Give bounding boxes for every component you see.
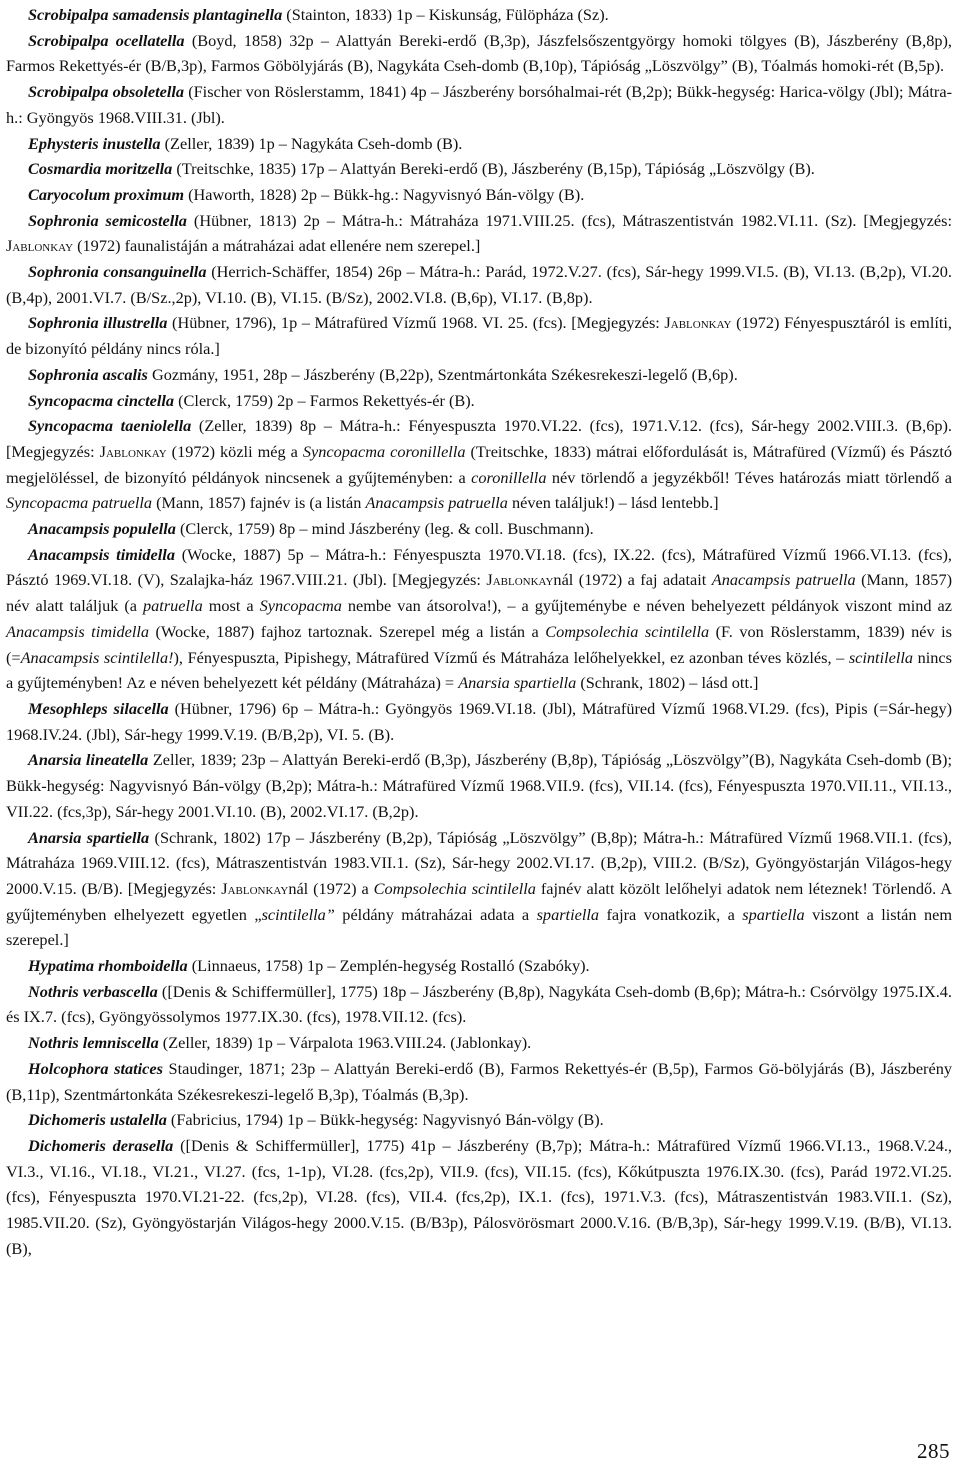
- species-entry: [6, 747, 952, 824]
- species-entry: [6, 413, 952, 516]
- entry-text: (Clerck, 1759) 2p – Farmos Rekettyés-ér (B).: [174, 390, 475, 410]
- entry-text: (1972) közli még a: [166, 441, 303, 461]
- italic-taxon: spartiella: [742, 904, 805, 924]
- entry-text: (Zeller, 1839) 1p – Nagykáta Cseh-domb (B).: [160, 133, 463, 153]
- species-entry: [6, 825, 952, 954]
- entry-text: nembe van átsorolva!), – a gyűjteménybe e néven behelyezett példányok viszont mind az: [341, 596, 952, 616]
- entry-text: (Boyd, 1858) 32p – Alattyán Bereki-erdő (B,3p), Jászfelsőszentgyörgy homoki tölgyes (B), Jászberény (B,8p), Farmos Rekettyés-ér (B/B,3p), Farmos Göbölyjárás (B), Nagykáta Cseh-domb (B,10p), Tápióság „Löszvölgy” (B), Tóalmás homoki-rét (B,5p).: [6, 30, 952, 76]
- author-name: Jablonkay: [99, 441, 167, 461]
- species-name: Scrobipalpa samadensis plantaginella: [28, 5, 283, 24]
- entry-text: nál (1972) a faj adatait: [553, 570, 712, 590]
- species-list: [6, 2, 952, 1261]
- entry-text: Gozmány, 1951, 28p – Jászberény (B,22p), Szentmártonkáta Székesrekeszi-legelő (B,6p).: [147, 364, 738, 384]
- author-name: Jablonkay: [486, 570, 554, 590]
- species-entry: [6, 388, 952, 414]
- author-name: Jablonkay: [221, 878, 289, 898]
- italic-taxon: scintilella: [848, 647, 914, 667]
- species-entry: [6, 208, 952, 259]
- species-entry: [6, 1030, 952, 1056]
- italic-taxon: patruella: [143, 596, 203, 616]
- italic-taxon: Anacampsis patruella: [365, 493, 508, 513]
- species-name: Nothris lemniscella: [28, 1033, 159, 1053]
- species-entry: [6, 79, 952, 130]
- italic-taxon: Anacampsis scintilella!: [20, 647, 174, 667]
- species-name: Holcophora statices: [28, 1058, 163, 1078]
- entry-text: (Treitschke, 1833) mátrai előfordulását is, Mátrafüred (Vízmű) és Pásztó megjelöléssel, de bizonyító példányok nincsenek a gyűjteményben: a: [6, 441, 952, 487]
- entry-text: (1972) Fényespusztáról is említi, de bizonyító példány nincs róla.]: [6, 313, 952, 359]
- species-entry: [6, 1133, 952, 1262]
- species-name: Anarsia lineatella: [28, 750, 149, 770]
- author-name: Jablonkay: [664, 313, 732, 333]
- entry-text: (Stainton, 1833) 1p – Kiskunság, Fülöpháza (Sz).: [282, 5, 609, 24]
- entry-text: most a: [202, 596, 260, 616]
- italic-taxon: Compsolechia scintilella: [545, 621, 710, 641]
- entry-text: (Fabricius, 1794) 1p – Bükk-hegység: Nagyvisnyó Bán-völgy (B).: [166, 1110, 604, 1130]
- entry-text: fajra vonatkozik, a: [599, 904, 743, 924]
- entry-text: ), Fényespuszta, Pipishegy, Mátrafüred Vízmű és Mátraháza lelőhelyekkel, ez azonban téves közlés, –: [173, 647, 849, 667]
- species-name: Nothris verbascella: [28, 981, 158, 1001]
- entry-text: (Hübner, 1796) 6p – Mátra-h.: Gyöngyös 1969.VI.18. (Jbl), Mátrafüred Vízmű 1968.VI.29. (fcs), Pipis (=Sár-hegy) 1968.IV.24. (Jbl), Sár-hegy 1999.V.19. (B/B,2p), VI. 5. (B).: [6, 698, 953, 744]
- species-entry: [6, 1107, 952, 1133]
- species-name: Dichomeris derasella: [28, 1135, 174, 1155]
- entry-text: ([Denis & Schiffermüller], 1775) 41p – Jászberény (B,7p); Mátra-h.: Mátrafüred Vízmű 1966.VI.13., 1968.V.24., VI.3., VI.16., VI.18., VI.21., VI.27. (fcs, 1-1p), VI.28. (fcs,2p), VII.9. (fcs), VII.15. (fcs), Kőkútpuszta 1976.IX.30. (fcs), Parád 1972.VI.25. (fcs), Fényespuszta 1970.VI.21-22. (fcs,2p), VI.28. (fcs), VII.4. (fcs,2p), IX.1. (fcs), 1971.V.3. (fcs), Mátraszentistván 1983.VII.1. (Sz), 1985.VII.20. (Sz), Gyöngyöstarján Világos-hegy 2000.V.15. (B/B3p), Pálosvörösmart 2000.V.16. (B/B,3p), Sár-hegy 1999.V.19. (B/B), VI.13. (B),: [6, 1135, 953, 1258]
- entry-text: (Mann, 1857) fajnév is (a listán: [152, 493, 366, 513]
- entry-text: viszont a listán nem szerepel.]: [6, 904, 953, 950]
- species-entry: [6, 259, 952, 310]
- entry-text: fajnév alatt közölt lelőhelyi adatok nem léteznek! Törlendő. A gyűjteményben elhelyezett egyetlen „: [6, 878, 953, 924]
- species-entry: [6, 516, 952, 542]
- species-entry: [6, 131, 952, 157]
- species-name: Dichomeris ustalella: [28, 1110, 167, 1130]
- entry-text: Staudinger, 1871; 23p – Alattyán Bereki-erdő (B), Farmos Rekettyés-ér (B,5p), Farmos Gö-bölyjárás (B), Jászberény (B,11p), Szentmártonkáta Székesrekeszi-legelő B,3p), Tóalmás (B,3p).: [6, 1058, 952, 1104]
- entry-text: Zeller, 1839; 23p – Alattyán Bereki-erdő (B,3p), Jászberény (B,8p), Tápióság „Löszvölgy”(B), Nagykáta Cseh-domb (B); Bükk-hegység: Nagyvisnyó Bán-völgy (B,2p); Mátra-h.: Mátrafüred Vízmű 1968.VII.9. (fcs), VII.14. (fcs), Fényespuszta 1970.VII.11., VII.13., VII.22. (fcs,3p), Sár-hegy 2001.VI.10. (B), 2002.VI.17. (B,2p).: [6, 750, 952, 821]
- species-entry: [6, 362, 952, 388]
- species-name: Cosmardia moritzella: [28, 159, 173, 179]
- entry-text: nál (1972) a: [288, 878, 374, 898]
- species-entry: [6, 979, 952, 1030]
- entry-text: (Wocke, 1887) 5p – Mátra-h.: Fényespuszta 1970.VI.18. (fcs), IX.22. (fcs), Mátrafüred Vízmű 1966.VI.13. (fcs), Pásztó 1969.VI.18. (V), Szalajka-ház 1967.VIII.21. (Jbl). [Megjegyzés:: [6, 544, 952, 590]
- species-name: Scrobipalpa ocellatella: [28, 30, 185, 50]
- italic-taxon: Anarsia spartiella: [458, 673, 577, 693]
- species-entry: [6, 2, 952, 28]
- entry-text: (1972) faunalistáján a mátraházai adat ellenére nem szerepel.]: [73, 236, 481, 256]
- species-name: Hypatima rhomboidella: [28, 956, 188, 976]
- italic-taxon: Syncopacma: [259, 596, 342, 616]
- italic-taxon: Compsolechia scintilella: [373, 878, 536, 898]
- species-entry: [6, 953, 952, 979]
- species-entry: [6, 1056, 952, 1107]
- italic-taxon: Syncopacma patruella: [6, 493, 153, 513]
- species-name: Anarsia spartiella: [28, 827, 150, 847]
- entry-text: (Zeller, 1839) 1p – Várpalota 1963.VIII.24. (Jablonkay).: [158, 1033, 532, 1053]
- page-number: 285: [917, 1439, 950, 1463]
- entry-text: (Mann, 1857) név alatt találjuk (a: [6, 570, 953, 616]
- entry-text: (Herrich-Schäffer, 1854) 26p – Mátra-h.: Parád, 1972.V.27. (fcs), Sár-hegy 1999.VI.5. (B), VI.13. (B,2p), VI.20. (B,4p), 2001.VI.7. (B/Sz.,2p), VI.10. (B), VI.15. (B/Sz), 2002.VI.8. (B,6p), VI.17. (B,8p).: [6, 262, 952, 307]
- species-entry: [6, 28, 952, 79]
- species-name: Ephysteris inustella: [28, 133, 161, 153]
- entry-text: (Hübner, 1813) 2p – Mátra-h.: Mátraháza 1971.VIII.25. (fcs), Mátraszentistván 1982.VI.11. (Sz). [Megjegyzés:: [186, 210, 952, 230]
- species-entry: [6, 542, 952, 696]
- entry-text: példány mátraházai adata a: [334, 904, 537, 924]
- entry-text: (Linnaeus, 1758) 1p – Zemplén-hegység Rostalló (Szabóky).: [187, 956, 590, 976]
- entry-text: (F. von Röslerstamm, 1839) név is (=: [6, 621, 953, 667]
- author-name: Jablonkay: [6, 236, 74, 256]
- italic-taxon: Anacampsis timidella: [6, 621, 150, 641]
- entry-text: néven találjuk!) – lásd lentebb.]: [507, 493, 719, 513]
- entry-text: (Haworth, 1828) 2p – Bükk-hg.: Nagyvisnyó Bán-völgy (B).: [184, 184, 585, 204]
- species-name: Caryocolum proximum: [28, 184, 185, 204]
- italic-taxon: Syncopacma coronillella: [302, 441, 466, 461]
- entry-text: nincs a gyűjteményben! Az e néven behelyezett két példány (Mátraháza) =: [6, 647, 952, 693]
- entry-text: (Schrank, 1802) – lásd ott.]: [576, 673, 759, 693]
- species-entry: [6, 310, 952, 361]
- entry-text: (Zeller, 1839) 8p – Mátra-h.: Fényespuszta 1970.VI.22. (fcs), 1971.V.12. (fcs), Sár-hegy 2002.VIII.3. (B,6p). [Megjegyzés:: [6, 416, 952, 461]
- species-name: Sophronia ascalis: [28, 364, 148, 384]
- species-name: Sophronia illustrella: [28, 313, 168, 333]
- entry-text: (Fischer von Röslerstamm, 1841) 4p – Jászberény borsóhalmai-rét (B,2p); Bükk-hegység: Harica-völgy (Jbl); Mátra-h.: Gyöngyös 1968.VIII.31. (Jbl).: [6, 82, 952, 127]
- italic-taxon: spartiella: [536, 904, 600, 924]
- species-entry: [6, 696, 952, 747]
- species-name: Scrobipalpa obsoletella: [28, 82, 185, 102]
- species-name: Anacampsis timidella: [28, 544, 175, 564]
- species-name: Sophronia semicostella: [28, 210, 187, 230]
- entry-text: (Hübner, 1796), 1p – Mátrafüred Vízmű 1968. VI. 25. (fcs). [Megjegyzés:: [167, 313, 665, 333]
- entry-text: (Schrank, 1802) 17p – Jászberény (B,2p), Tápióság „Löszvölgy” (B,8p); Mátra-h.: Mátrafüred Vízmű 1968.VII.1. (fcs), Mátraháza 1969.VIII.12. (fcs), Mátraszentistván 1983.VII.1. (Sz), Sár-hegy 2002.VI.17. (B,2p), VIII.2. (B/Sz), Gyöngyöstarján Világos-hegy 2000.V.15. (B/B). [Megjegyzés:: [6, 827, 952, 898]
- species-name: Syncopacma taeniolella: [28, 416, 192, 436]
- italic-taxon: scintilella”: [261, 904, 335, 924]
- species-name: Syncopacma cinctella: [28, 390, 175, 410]
- entry-text: (Treitschke, 1835) 17p – Alattyán Bereki-erdő (B), Jászberény (B,15p), Tápióság „Löszvölgy (B).: [172, 159, 815, 179]
- entry-text: (Wocke, 1887) fajhoz tartoznak. Szerepel még a listán a: [149, 621, 546, 641]
- species-entry: [6, 182, 952, 208]
- species-name: Sophronia consanguinella: [28, 262, 207, 282]
- italic-taxon: coronillella: [471, 467, 547, 487]
- entry-text: név törlendő a jegyzékből! Téves határozás miatt törlendő a: [546, 467, 953, 487]
- italic-taxon: Anacampsis patruella: [711, 570, 856, 590]
- species-name: Anacampsis populella: [28, 519, 176, 539]
- species-entry: [6, 156, 952, 182]
- entry-text: (Clerck, 1759) 8p – mind Jászberény (leg. & coll. Buschmann).: [175, 519, 594, 539]
- entry-text: ([Denis & Schiffermüller], 1775) 18p – Jászberény (B,8p), Nagykáta Cseh-domb (B,6p); Mátra-h.: Csórvölgy 1975.IX.4. és IX.7. (fcs), Gyöngyössolymos 1977.IX.30. (fcs), 1978.VII.12. (fcs).: [6, 981, 952, 1027]
- species-name: Mesophleps silacella: [28, 698, 169, 718]
